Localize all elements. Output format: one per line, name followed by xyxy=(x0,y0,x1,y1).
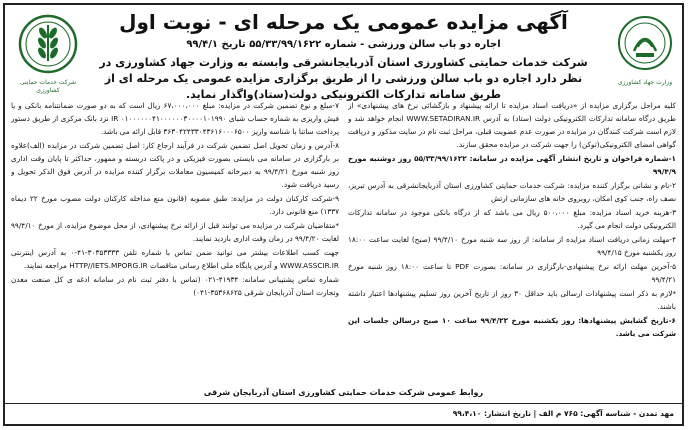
ad-title: آگهی مزایده عمومی یک مرحله ای - نوبت اول xyxy=(119,10,568,34)
ad-paragraph: ۴-مهلت زمانی دریافت اسناد مزایده از سامانه: از روز سه شنبه مورخ ۹۹/۴/۱۰ (صبح) لغایت ساعت ۱۸:۰۰ روز یکشنبه مورخ ۹۹/۴/۱۵ xyxy=(348,235,676,257)
company-logo-caption: شرکت خدمات حمایتی کشاورزی xyxy=(20,79,76,94)
company-logo xyxy=(13,13,83,94)
ad-paragraph: ۲-نام و نشانی برگزار کننده مزایده: شرکت خدمات حمایتی کشاورزی استان آذربایجانشرقی به آدرس تبریز، نصف راه، جنب کوی امکان، روبروی خانه های سازمانی ارتش xyxy=(348,181,676,203)
ad-paragraph: *متقاضیان شرکت در مزایده می توانند قبل از ارائه نرخ پیشنهادی، از محل موضوع مزایده، از مورخ ۹۹/۴/۱۰ لغایت ۹۹/۴/۲۰ در زمان وقت اداری بازدید نمایند. xyxy=(11,221,339,243)
ad-paragraph: ۸-آدرس و زمان تحویل اصل تضمین شرکت در فرآیند ارجاع کار: اصل تضمین شرکت در مزایده (الف)علاوه بر بارگزاری در سامانه می بایستی بصورت فیزیکی و در پاکت دربسته و ممهور، حداکثر تا پایان وقت اداری روز شنبه مورخ ۹۹/۴/۲۱ به دبیرخانه کمیسیون معاملات برگزار کننده مزایده در آدرس فوق الذکر تحویل و رسید دریافت شود. xyxy=(11,141,339,189)
wheat-logo-icon xyxy=(17,13,79,75)
ad-lead: شرکت خدمات حمایتی کشاورزی استان آذربایجانشرقی وابسته به وزارت جهاد کشاورزی در نظر دارد اجاره دو باب سالن ورزشی را از طریق برگزاری مزایده عمومی یک مرحله ای از طریق سامانه تدارکات الکترونیکی دولت(ستاد)واگذار نماید. xyxy=(99,56,588,101)
ad-paragraph: ۱-شماره فراخوان و تاریخ انتشار آگهی مزایده در سامانه: ۵۵/۳۳/۹۹/۱۶۲۲ روز دوشنبه مورخ ۹۹/۴/۹ xyxy=(348,154,676,176)
ad-header xyxy=(5,5,682,101)
ad-column-left xyxy=(11,99,339,395)
ad-paragraph: ۶-تاریخ گشایش پیشنهادها: روز یکشنبه مورخ ۹۹/۴/۲۲ ساعت ۱۰ صبح درسالن جلسات این شرکت می باشد. xyxy=(348,316,676,338)
ministry-logo xyxy=(616,13,674,91)
publication-info: مهد تمدن - شناسه آگهی: ۷۶۵ م الف | تاریخ انتشار: ۹۹،۴،۱۰ xyxy=(452,409,674,418)
jahad-logo-icon xyxy=(616,13,674,75)
ad-paragraph: ۳-هزینه خرید اسناد مزایده: مبلغ ۵۰۰،۰۰۰ ریال می باشد که از درگاه بانکی موجود در سامانه تدارکات الکترونیکی دولت انجام می گیرد. xyxy=(348,208,676,230)
ad-body xyxy=(11,99,676,395)
ad-paragraph: شماره تماس پشتیبانی سامانه: ۴۱۹۳۴-۰۲۱ (تماس با دفتر ثبت نام در سامانه ادغه ی کل صنعت معدن وتجارت استان آذربایجان شرقی ۳۵۳۶۸۶۲۵-۰۴۱) xyxy=(11,275,339,297)
ad-frame xyxy=(3,3,684,426)
ad-signature: روابط عمومی شرکت خدمات حمایتی کشاورزی استان آذربایجان شرقی xyxy=(203,388,484,397)
ad-paragraph: ۷-مبلغ و نوع تضمین شرکت در مزایده: مبلغ ۶۷،۰۰۰،۰۰۰ ریال است که به دو صورت ضمانتنامه بانکی و یا فیش واریزی به شماره حساب شبای IR ۰۱۰۰۰۰۰۰۴۱۰۰۰۰۰۰۳۰۰۰۰۱۰۱۹۹۰ نزد بانک مرکزی از طریق دستور پرداخت ساتنا با شناسه واریز ۳۶۳۰۴۲۴۳۳۰۴۳۶۱۶۰۰۰۶۵۰۰ قابل ارائه می باشد. xyxy=(11,101,339,136)
ad-paragraph: کلیه مراحل برگزاری مزایده از «دریافت اسناد مزایده تا ارائه پیشنهاد و بازگشائی نرخ های پیشنهادی» از طریق درگاه سامانه تدارکات الکترونیکی دولت (ستاد) به آدرس WWW.SETADIRAN.IR انجام خواهد شد و لازم است شرکت کنندگان در مزایده در صورت عدم عضویت قبلی، مراحل ثبت نام در سایت مذکور و دریافت گواهی امضای الکترونیکی(توکن) را جهت شرکت در مزایده محقق سازند. xyxy=(348,101,676,149)
ministry-logo-caption: وزارت جهاد کشاورزی xyxy=(617,79,673,86)
ad-paragraph: جهت کسب اطلاعات بیشتر می توانید ضمن تماس با شماره تلفن ۳۰۳۵۳۳۳۳-۴۱-۰ به آدرس اینترنتی WWW.ASSCIR.IR و آدرس پایگاه ملی اطلاع رسانی مناقصات HTTP//IETS.MPORG.IR مراجعه نمایند. xyxy=(11,248,339,270)
ad-column-right xyxy=(348,99,676,395)
ad-paragraph: *لازم به ذکر است پیشنهادات ارسالی باید حداقل ۳۰ روز از تاریخ آخرین روز تسلیم پیشنهادها اعتبار داشته باشند. xyxy=(348,289,676,311)
ad-paragraph: ۵-آخرین مهلت ارائه نرخ پیشنهادی-بارگزاری در سامانه: بصورت PDF تا ساعت ۱۸:۰۰ روز شنبه مورخ ۹۹/۴/۲۱ xyxy=(348,262,676,284)
ad-subtitle: اجاره دو باب سالن ورزشی - شماره ۵۵/۳۳/۹۹/۱۶۲۲ تاریخ ۹۹/۴/۱ xyxy=(186,39,501,50)
publication-bar xyxy=(5,403,682,424)
ad-paragraph: ۹-شرکت کارکنان دولت در مزایده: طبق مصوبه (قانون منع مداخله کارکنان دولت مصوب مورخ ۲۲ دیماه ۱۳۳۷) منع قانونی دارد. xyxy=(11,194,339,216)
